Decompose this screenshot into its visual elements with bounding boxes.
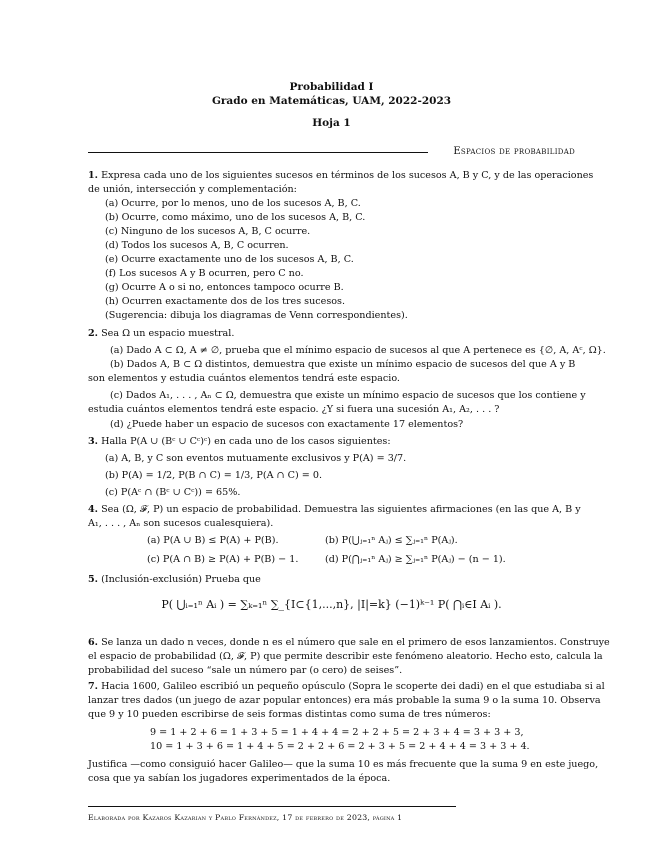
list-item: (a) P(A ∪ B) ≤ P(A) + P(B). (147, 535, 279, 546)
list-item: (e) Ocurre exactamente uno de los sucesos A, B, C. (105, 254, 354, 265)
sum-10-equation: 10 = 1 + 3 + 6 = 1 + 4 + 5 = 2 + 2 + 6 = 2 + 3 + 5 = 2 + 4 + 4 = 3 + 3 + 4. (150, 741, 530, 752)
exercise-number: 3. (88, 436, 99, 447)
list-item: (f) Los sucesos A y B ocurren, pero C no. (105, 268, 304, 279)
exercise-text: A₁, . . . , Aₙ son sucesos cualesquiera). (88, 518, 274, 529)
exercise-text: Halla P(A ∪ (Bᶜ ∪ Cᶜ)ᶜ) en cada uno de los casos siguientes: (101, 436, 391, 447)
hint-text: (Sugerencia: dibuja los diagramas de Venn correspondientes). (105, 310, 408, 321)
list-item: (a) Ocurre, por lo menos, uno de los sucesos A, B, C. (105, 198, 361, 209)
exercise-number: 6. (88, 637, 99, 648)
list-item: (g) Ocurre A o si no, entonces tampoco ocurre B. (105, 282, 344, 293)
exercise-number: 5. (88, 574, 99, 585)
list-item: (b) P(⋃ⱼ₌₁ⁿ Aⱼ) ≤ ∑ⱼ₌₁ⁿ P(Aⱼ). (325, 535, 458, 546)
program-title: Grado en Matemáticas, UAM, 2022-2023 (211, 95, 452, 107)
exercise-number: 2. (88, 328, 99, 339)
list-item-cont: estudia cuántos elementos tendrá este espacio. ¿Y si fuera una sucesión A₁, A₂, . . . ? (88, 404, 500, 415)
list-item: (d) ¿Puede haber un espacio de sucesos con exactamente 17 elementos? (110, 419, 464, 430)
list-item: (c) P(Aᶜ ∩ (Bᶜ ∪ Cᶜ)) = 65%. (105, 487, 241, 498)
exercise-number: 4. (88, 504, 99, 515)
exercise-text: Justifica —como consiguió hacer Galileo— que la suma 10 es más frecuente que la suma 9 en este juego, (88, 759, 599, 770)
exercise-text: Hacia 1600, Galileo escribió un pequeño opúsculo (Sopra le scoperte dei dadi) en el que estudiaba si al (101, 681, 605, 692)
course-title: Probabilidad I (289, 81, 374, 93)
list-item: (d) Todos los sucesos A, B, C ocurren. (105, 240, 289, 251)
inclusion-exclusion-formula: P( ⋃ᵢ₌₁ⁿ Aᵢ ) = ∑ₖ₌₁ⁿ ∑_{I⊂{1,...,n}, |I|=k} (−1)ᵏ⁻¹ P( ⋂ᵢ∈I Aᵢ ). (161, 598, 502, 611)
exercise-text: el espacio de probabilidad (Ω, 𝓕, P) que permite describir este fenómeno aleatorio. Hecho esto, calcula la (88, 651, 603, 662)
exercise-text: lanzar tres dados (un juego de azar popular entonces) era más probable la suma 9 o la suma 10. Observa (88, 695, 601, 706)
section-rule (88, 152, 428, 153)
sheet-title: Hoja 1 (312, 117, 351, 129)
list-item: (c) Ninguno de los sucesos A, B, C ocurre. (105, 226, 311, 237)
section-title: Espacios de probabilidad (453, 146, 575, 157)
footer-rule (88, 806, 456, 807)
list-item: (b) Ocurre, como máximo, uno de los sucesos A, B, C. (105, 212, 366, 223)
exercise-text: que 9 y 10 pueden escribirse de seis formas distintas como suma de tres números: (88, 709, 491, 720)
list-item-cont: son elementos y estudia cuántos elementos tendrá este espacio. (88, 373, 400, 384)
list-item: (b) Dados A, B ⊂ Ω distintos, demuestra que existe un mínimo espacio de sucesos del que A y B (110, 359, 576, 370)
list-item: (c) Dados A₁, . . . , Aₙ ⊂ Ω, demuestra que existe un mínimo espacio de sucesos que los contiene y (110, 390, 586, 401)
exercise-number: 7. (88, 681, 99, 692)
exercise-text: Se lanza un dado n veces, donde n es el número que sale en el primero de esos lanzamientos. Construye (101, 637, 610, 648)
exercise-text: probabilidad del suceso “sale un número par (o cero) de seises”. (88, 665, 403, 676)
exercise-text: cosa que ya sabían los jugadores experimentados de la época. (88, 773, 391, 784)
exercise-text: Sea Ω un espacio muestral. (101, 328, 235, 339)
list-item: (b) P(A) = 1/2, P(B ∩ C) = 1/3, P(A ∩ C) = 0. (105, 470, 323, 481)
exercise-text: Sea (Ω, 𝓕, P) un espacio de probabilidad. Demuestra las siguientes afirmaciones (en las que A, B y (101, 504, 581, 515)
list-item: (a) Dado A ⊂ Ω, A ≠ ∅, prueba que el mínimo espacio de sucesos al que A pertenece es {∅, A, Aᶜ, Ω}. (110, 345, 606, 356)
section-header (88, 145, 575, 159)
list-item: (h) Ocurren exactamente dos de los tres sucesos. (105, 296, 345, 307)
exercise-number: 1. (88, 170, 99, 181)
list-item: (a) A, B, y C son eventos mutuamente exclusivos y P(A) = 3/7. (105, 453, 407, 464)
exercise-text: (Inclusión-exclusión) Prueba que (101, 574, 261, 585)
exercise-text: Expresa cada uno de los siguientes sucesos en términos de los sucesos A, B y C, y de las operaciones (101, 170, 594, 181)
sum-9-equation: 9 = 1 + 2 + 6 = 1 + 3 + 5 = 1 + 4 + 4 = 2 + 2 + 5 = 2 + 3 + 4 = 3 + 3 + 3, (150, 727, 524, 738)
list-item: (d) P(⋂ⱼ₌₁ⁿ Aⱼ) ≥ ∑ⱼ₌₁ⁿ P(Aⱼ) − (n − 1). (325, 554, 506, 565)
page-footer: Elaborada por Kazaros Kazarian y Pablo Fernández, 17 de febrero de 2023, página 1 (88, 813, 403, 822)
exercise-text: de unión, intersección y complementación: (88, 184, 297, 195)
list-item: (c) P(A ∩ B) ≥ P(A) + P(B) − 1. (147, 554, 299, 565)
